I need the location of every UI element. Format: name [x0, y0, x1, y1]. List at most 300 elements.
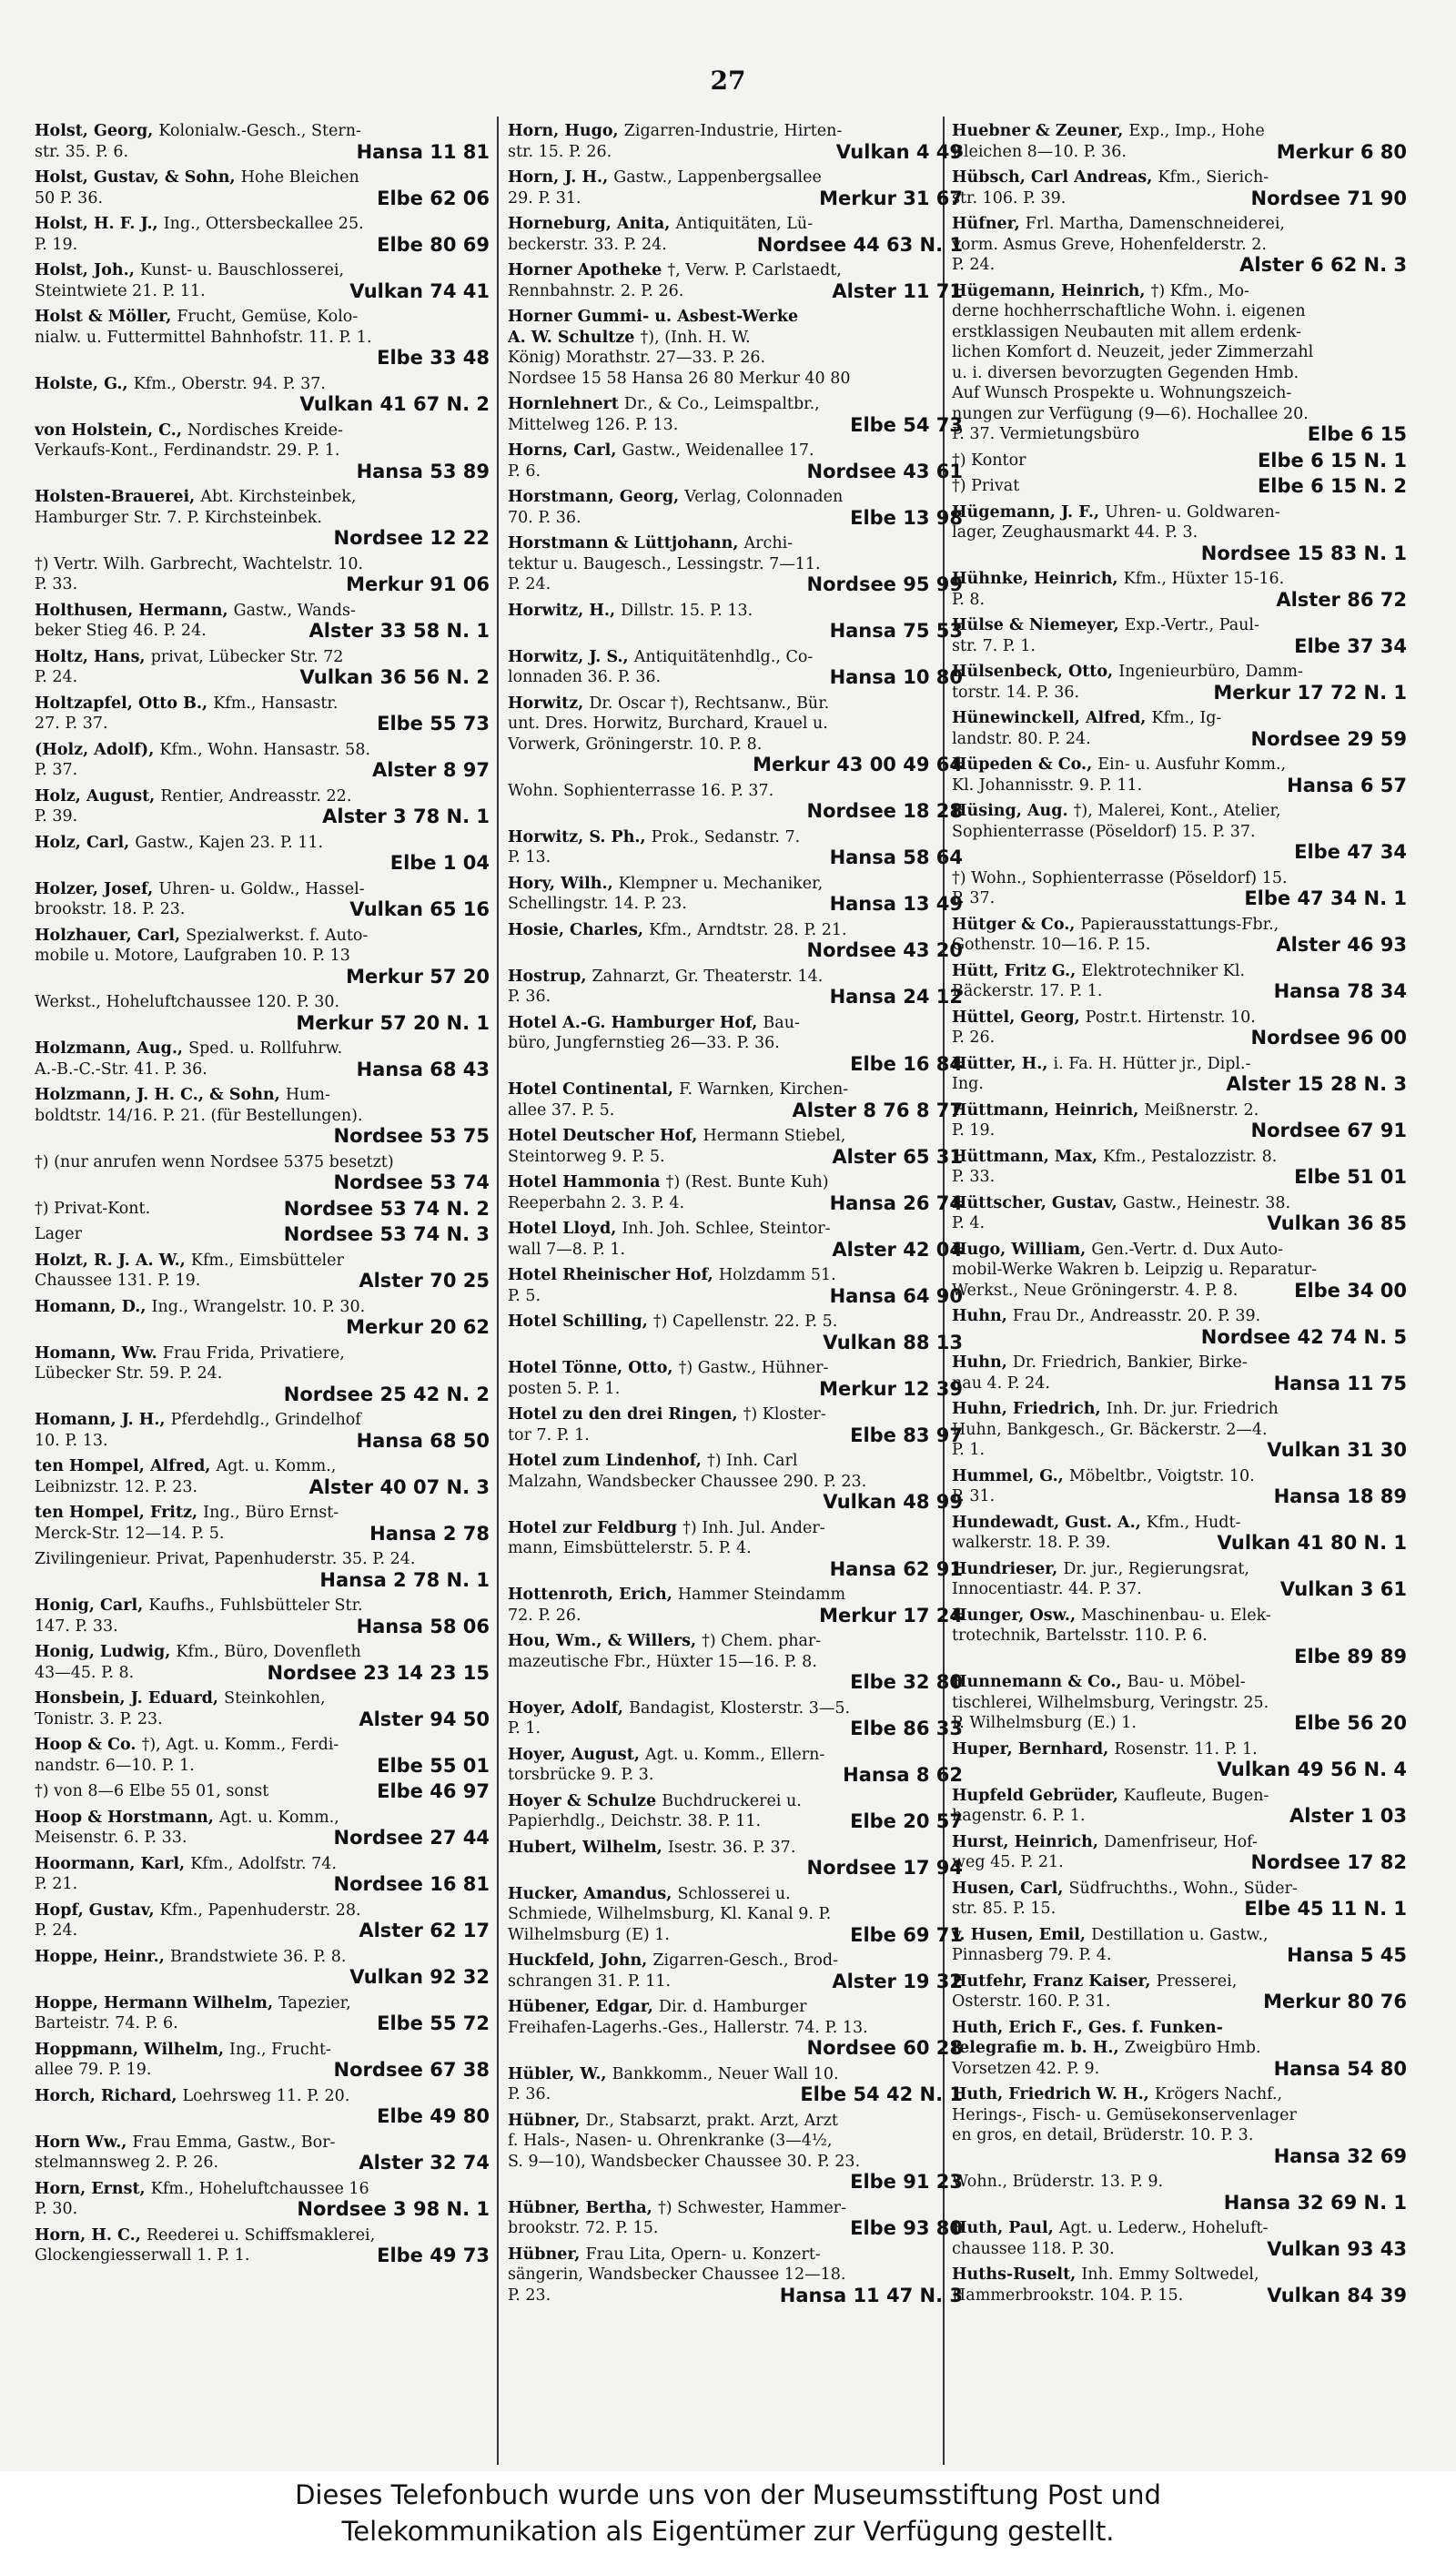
entry-text: 70. P. 36.	[508, 508, 581, 527]
entry-name: Hosie, Charles,	[508, 920, 650, 939]
directory-entry	[508, 1631, 963, 1693]
entry-text: brookstr. 72. P. 15.	[508, 2219, 659, 2237]
entry-name: Holzhauer, Carl,	[35, 926, 187, 945]
phone-number: Alster 62 17	[359, 1921, 490, 1941]
directory-entry	[508, 1013, 963, 1075]
phone-number: Hansa 10 80	[829, 667, 963, 688]
directory-entry	[952, 1147, 1407, 1188]
entry-text: schrangen 31. P. 11.	[508, 1971, 672, 1991]
entry-line	[952, 1852, 1407, 1873]
entry-text: Werkst., Hoheluftchaussee 120. P. 30.	[35, 993, 340, 1011]
entry-text: Malzahn, Wandsbecker Chaussee 290. P. 23.	[508, 1472, 867, 1491]
phone-number: Hansa 11 47 N. 3	[779, 2285, 963, 2306]
entry-text: Kfm., Oberstr. 94. P. 37.	[133, 374, 326, 393]
entry-line	[35, 2133, 490, 2154]
entry-name: Hütt, Fritz G.,	[952, 961, 1082, 980]
directory-entry	[508, 214, 963, 255]
phone-number: Elbe 45 11 N. 1	[1244, 1899, 1407, 1920]
entry-text: torsbrücke 9. P. 3.	[508, 1766, 654, 1784]
entry-name: Hütger & Co.,	[952, 915, 1081, 934]
entry-line	[508, 1451, 963, 1472]
entry-text: Kfm., Hüxter 15-16.	[1123, 570, 1285, 588]
phone-number: Alster 11 71	[832, 280, 963, 301]
entry-line	[952, 342, 1407, 363]
entry-text: Rennbahnstr. 2. P. 26.	[508, 281, 684, 300]
entry-line	[508, 920, 963, 941]
entry-line	[35, 487, 490, 508]
entry-name: v. Husen, Emil,	[952, 1925, 1092, 1944]
entry-line	[508, 188, 963, 209]
phone-number: Elbe 34 00	[1294, 1280, 1407, 1301]
entry-text: P. 26.	[952, 1029, 996, 1047]
entry-line	[508, 1126, 963, 1147]
entry-line	[35, 1013, 490, 1034]
entry-text: Maschinenbau- u. Elek-	[1081, 1606, 1271, 1625]
entry-line	[952, 2084, 1407, 2105]
entry-line	[508, 1333, 963, 1353]
directory-entry	[952, 1306, 1407, 1347]
entry-text: Hum-	[285, 1086, 330, 1104]
phone-number: Elbe 6 15 N. 1	[1257, 450, 1407, 471]
entry-line	[508, 2064, 963, 2085]
entry-text: Agt. u. Lederw., Hoheluft-	[1058, 2219, 1269, 2237]
entry-name: Hunnemann & Co.,	[952, 1673, 1127, 1691]
phone-number: Elbe 51 01	[1294, 1167, 1407, 1188]
entry-name: Hülse & Niemeyer,	[952, 616, 1125, 634]
entry-name: Horwitz,	[508, 694, 590, 713]
phone-number: Elbe 55 73	[377, 714, 490, 735]
phone-number: Elbe 1 04	[389, 853, 490, 874]
entry-line	[952, 1213, 1407, 1234]
phone-number: Elbe 69 71	[850, 1924, 963, 1945]
phone-number: Elbe 13 98	[850, 507, 963, 528]
entry-name: Holst, Georg,	[35, 122, 159, 140]
entry-line	[35, 601, 490, 622]
directory-entry	[35, 1224, 490, 1245]
entry-text: Kaufleute, Bugen-	[1123, 1786, 1269, 1805]
directory-entry	[952, 2172, 1407, 2213]
column-divider	[497, 117, 499, 2465]
directory-entry	[508, 260, 963, 301]
phone-number: Merkur 31 67	[819, 187, 963, 208]
entry-line	[952, 2038, 1407, 2059]
entry-name: Honsbein, J. Eduard,	[35, 1689, 225, 1708]
phone-number: Alster 15 28 N. 3	[1226, 1074, 1407, 1095]
directory-entry	[952, 1513, 1407, 1554]
entry-name: Holst & Möller,	[35, 308, 177, 326]
phone-number: Alster 86 72	[1276, 589, 1407, 610]
entry-name: ten Hompel, Alfred,	[35, 1457, 217, 1475]
entry-text: Vorwerk, Gröningerstr. 10. P. 8.	[508, 735, 763, 754]
entry-line	[508, 533, 963, 554]
entry-line	[35, 235, 490, 256]
entry-line	[952, 1399, 1407, 1420]
phone-number: Hansa 24 12	[829, 987, 963, 1008]
entry-text: P. 21.	[35, 1875, 78, 1893]
phone-number: Merkur 57 20	[346, 966, 490, 987]
entry-name: Hottenroth, Erich,	[508, 1586, 678, 1604]
entry-text: mazeutische Fbr., Hüxter 15—16. P. 8.	[508, 1652, 817, 1671]
entry-text: trotechnik, Bartelsstr. 110. P. 6.	[952, 1627, 1208, 1645]
phone-number: Elbe 93 80	[850, 2218, 963, 2239]
phone-number: Hansa 32 69	[1273, 2145, 1407, 2166]
directory-entry	[952, 2018, 1407, 2080]
entry-text: Nordisches Kreide-	[187, 421, 343, 440]
entry-text: posten 5. P. 1.	[508, 1379, 621, 1398]
entry-text: †) Kfm., Mo-	[1150, 281, 1249, 300]
entry-text: Barteistr. 74. P. 6.	[35, 2014, 178, 2032]
entry-line	[35, 1224, 490, 1245]
entry-text: beckerstr. 33. P. 24.	[508, 235, 667, 254]
entry-line	[35, 281, 490, 302]
entry-name: Hübsch, Carl Andreas,	[952, 168, 1158, 187]
entry-line	[952, 1739, 1407, 1760]
entry-text: P. 13.	[508, 848, 551, 867]
entry-text: Gastw., Heinestr. 38.	[1122, 1193, 1291, 1212]
entry-name: Hüpeden & Co.,	[952, 755, 1098, 774]
directory-entry	[952, 1672, 1407, 1734]
phone-number: Elbe 55 72	[377, 2013, 490, 2034]
entry-line	[952, 522, 1407, 543]
directory-entry	[508, 1358, 963, 1399]
phone-number: Elbe 20 57	[850, 1811, 963, 1832]
entry-text: Kl. Johannisstr. 9. P. 11.	[952, 775, 1143, 795]
phone-number: Vulkan 31 30	[1267, 1440, 1407, 1461]
entry-text: Papierausstattungs-Fbr.,	[1080, 915, 1279, 934]
entry-text: Werkst., Neue Gröningerstr. 4. P. 8.	[952, 1281, 1239, 1300]
entry-line	[508, 781, 963, 802]
directory-entry	[508, 1404, 963, 1445]
entry-text: P. 19.	[35, 235, 78, 254]
entry-text: f. Hals-, Nasen- u. Ohrenkranke (3—4½,	[508, 2132, 833, 2150]
entry-text: Kfm., Hansastr.	[213, 694, 339, 713]
directory-entry	[508, 1312, 963, 1353]
directory-entry	[508, 1518, 963, 1580]
entry-line	[952, 590, 1407, 611]
entry-text: P. 4.	[952, 1214, 986, 1232]
entry-text: Destillation u. Gastw.,	[1091, 1925, 1269, 1944]
entry-text: Dr., & Co., Leimspaltbr.,	[623, 395, 820, 413]
entry-name: Holtz, Hans,	[35, 647, 151, 666]
entry-name: Huhn, Friedrich,	[952, 1400, 1107, 1418]
directory-entry	[508, 1791, 963, 1832]
entry-text: Ing., Wrangelstr. 10. P. 30.	[151, 1297, 366, 1316]
directory-entry	[35, 487, 490, 549]
entry-text: str. 106. P. 39.	[952, 188, 1067, 208]
entry-name: Hucker, Amandus,	[508, 1884, 678, 1903]
phone-number: Nordsee 25 42 N. 2	[283, 1383, 490, 1404]
entry-text: P. 6.	[508, 461, 541, 481]
entry-text: Agt. u. Komm.,	[218, 1808, 339, 1827]
phone-number: Merkur 17 24	[819, 1605, 963, 1626]
entry-text: Hamburger Str. 7. P. Kirchsteinbek.	[35, 508, 322, 527]
entry-line	[508, 1147, 963, 1168]
entry-line	[35, 1251, 490, 1272]
entry-text: Gastw., Weidenallee 17.	[622, 441, 814, 460]
entry-line	[35, 260, 490, 281]
entry-line	[35, 760, 490, 781]
entry-text: en gros, en detail, Brüderstr. 10. P. 3.	[952, 2126, 1254, 2144]
directory-entry	[952, 2218, 1407, 2259]
entry-text: Uhren- u. Goldw., Hassel-	[158, 879, 365, 898]
directory-entry	[952, 1240, 1407, 1302]
directory-entry	[508, 1126, 963, 1167]
entry-name: Huper, Bernhard,	[952, 1739, 1115, 1758]
phone-number: Elbe 33 48	[377, 348, 490, 369]
entry-text: A.-B.-C.-Str. 41. P. 36.	[35, 1059, 207, 1079]
entry-text: P. 24.	[508, 575, 551, 593]
entry-text: büro, Jungfernstieg 26—33. P. 36.	[508, 1034, 780, 1052]
entry-text: Zigarren-Gesch., Brod-	[652, 1951, 838, 1970]
entry-name: Horneburg, Anita,	[508, 215, 676, 233]
entry-line	[508, 1698, 963, 1719]
phone-number: Elbe 47 34 N. 1	[1244, 888, 1407, 909]
phone-number: Alster 65 31	[832, 1146, 963, 1167]
phone-number: Hansa 54 80	[1273, 2058, 1407, 2079]
entry-name: Honig, Ludwig,	[35, 1643, 177, 1661]
entry-text: †) Gastw., Hühner-	[678, 1359, 829, 1377]
entry-name: Hotel Rheinischer Hof,	[508, 1266, 719, 1284]
directory-entry	[35, 1735, 490, 1776]
directory-entry	[508, 967, 963, 1008]
phone-number: Vulkan 88 13	[823, 1332, 963, 1353]
entry-line	[35, 574, 490, 595]
entry-text: unt. Dres. Horwitz, Burchard, Krauel u.	[508, 715, 828, 733]
entry-text: Tonistr. 3. P. 23.	[35, 1709, 163, 1728]
entry-line	[952, 255, 1407, 276]
phone-number: Merkur 57 20 N. 1	[296, 1012, 490, 1033]
entry-text: P. 37. Vermietungsbüro	[952, 425, 1140, 443]
entry-text: privat, Lübecker Str. 72	[150, 647, 344, 666]
directory-entry	[952, 281, 1407, 445]
entry-text: Bankkomm., Neuer Wall 10.	[612, 2064, 839, 2083]
directory-entry	[952, 214, 1407, 276]
entry-name: Holthusen, Hermann,	[35, 601, 234, 620]
entry-line	[952, 322, 1407, 343]
entry-line	[35, 328, 490, 349]
entry-line	[508, 2038, 963, 2059]
entry-name: Holzer, Josef,	[35, 879, 159, 898]
entry-line	[508, 121, 963, 142]
entry-text: 29. P. 31.	[508, 188, 581, 208]
directory-entry	[508, 920, 963, 961]
entry-line	[508, 394, 963, 415]
entry-line	[35, 508, 490, 529]
phone-number: Elbe 32 80	[850, 1672, 963, 1693]
entry-name: Holzmann, J. H. C., & Sohn,	[35, 1086, 286, 1104]
directory-entry	[952, 1879, 1407, 1920]
directory-entry	[952, 476, 1407, 497]
entry-text: Innocentiastr. 44. P. 37.	[952, 1580, 1142, 1598]
entry-name: Homann, J. H.,	[35, 1411, 171, 1429]
entry-name: Hory, Wilh.,	[508, 874, 619, 893]
entry-line	[35, 2199, 490, 2220]
entry-line	[952, 2172, 1407, 2193]
phone-number: Elbe 37 34	[1294, 635, 1407, 656]
entry-line	[35, 946, 490, 967]
phone-number: Hansa 8 62	[843, 1765, 963, 1786]
entry-line	[952, 888, 1407, 909]
entry-line	[35, 1384, 490, 1405]
entry-text: Buchdruckerei u.	[662, 1791, 802, 1810]
entry-text: lichen Komfort d. Neuzeit, jeder Zimmerzahl	[952, 343, 1314, 361]
entry-text: Exp.-Vertr., Paul-	[1124, 616, 1259, 634]
phone-number: Vulkan 36 85	[1267, 1213, 1407, 1234]
entry-line	[952, 2059, 1407, 2080]
phone-number: Hansa 53 89	[356, 461, 490, 481]
phone-number: Nordsee 60 28	[806, 2038, 963, 2059]
entry-line	[35, 121, 490, 142]
entry-line	[952, 1806, 1407, 1827]
entry-text: Tapezier,	[278, 1993, 351, 2012]
entry-text: S. 9—10), Wandsbecker Chaussee 30. P. 23.	[508, 2152, 861, 2171]
entry-text: Abt. Kirchsteinbek,	[200, 488, 357, 506]
phone-number: Elbe 46 97	[377, 1781, 490, 1802]
phone-number: Nordsee 23 14 23 15	[267, 1662, 490, 1683]
entry-line	[35, 879, 490, 900]
entry-text: Huhn, Bankgesch., Gr. Bäckerstr. 2—4.	[952, 1420, 1268, 1439]
phone-number: Alster 70 25	[359, 1271, 490, 1292]
entry-text: Kfm., Adolfstr. 74.	[190, 1854, 337, 1873]
entry-name: Hoop & Co.	[35, 1736, 142, 1754]
entry-line	[508, 441, 963, 461]
entry-line	[35, 1152, 490, 1173]
entry-text: Lübecker Str. 59. P. 24.	[35, 1364, 223, 1383]
entry-line	[508, 694, 963, 715]
phone-number: Hansa 78 34	[1273, 981, 1407, 1002]
entry-text: str. 85. P. 15.	[952, 1900, 1057, 1918]
entry-line	[508, 1219, 963, 1240]
entry-line	[508, 1312, 963, 1333]
entry-name: Hundewadt, Gust. A.,	[952, 1513, 1147, 1532]
directory-entry	[508, 781, 963, 822]
directory-entry	[508, 827, 963, 868]
entry-line	[508, 1606, 963, 1627]
entry-name: (Holz, Adolf),	[35, 740, 160, 759]
phone-number: Alster 8 97	[371, 760, 490, 781]
entry-line	[952, 729, 1407, 750]
directory-entry	[508, 487, 963, 528]
entry-text: P. 37.	[952, 889, 996, 907]
phone-number: Elbe 47 34	[1294, 842, 1407, 863]
entry-line	[952, 1373, 1407, 1394]
entry-text: mobile u. Motore, Laufgraben 10. P. 13	[35, 947, 350, 965]
entry-text: P. 30.	[35, 2200, 78, 2218]
entry-line	[35, 1828, 490, 1849]
entry-text: P. 31.	[952, 1487, 996, 1505]
entry-text: Kfm., Hoheluftchaussee 16	[150, 2179, 369, 2198]
directory-entry	[508, 601, 963, 642]
entry-line	[952, 424, 1407, 445]
entry-line	[508, 415, 963, 436]
directory-entry	[952, 961, 1407, 1002]
entry-line	[35, 1343, 490, 1364]
entry-text: Papierhdlg., Deichstr. 38. P. 11.	[508, 1812, 762, 1830]
entry-line	[952, 636, 1407, 657]
directory-entry	[508, 533, 963, 595]
directory-entry	[508, 441, 963, 481]
phone-number: Nordsee 3 98 N. 1	[297, 2199, 490, 2220]
phone-number: Alster 42 04	[832, 1239, 963, 1260]
entry-line	[35, 1781, 490, 1802]
directory-entry	[952, 915, 1407, 956]
entry-text: Inh. Joh. Schlee, Steintor-	[622, 1220, 831, 1238]
entry-name: Hoop & Horstmann,	[35, 1808, 219, 1827]
entry-text: allee 37. P. 5.	[508, 1100, 615, 1120]
entry-text: Bau-	[763, 1013, 800, 1032]
entry-line	[35, 2225, 490, 2246]
entry-line	[508, 1811, 963, 1832]
phone-number: Merkur 6 80	[1276, 141, 1407, 162]
entry-line	[952, 2146, 1407, 2167]
phone-number: Alster 6 62 N. 3	[1239, 255, 1407, 276]
phone-number: Elbe 83 97	[850, 1424, 963, 1445]
entry-name: Horn, J. H.,	[508, 168, 614, 187]
entry-name: Hou, Wm., & Willers,	[508, 1632, 703, 1650]
entry-text: †, Verw. P. Carlstaedt,	[667, 261, 842, 279]
entry-text: Bäckerstr. 17. P. 1.	[952, 982, 1103, 1000]
entry-text: nandstr. 6—10. P. 1.	[35, 1756, 195, 1775]
directory-entry	[952, 1739, 1407, 1780]
phone-number: Nordsee 67 91	[1250, 1120, 1407, 1141]
entry-line	[952, 1672, 1407, 1693]
entry-line	[952, 1559, 1407, 1580]
entry-name: Hügemann, Heinrich,	[952, 281, 1151, 300]
phone-number: Merkur 43 00 49 64	[753, 755, 963, 775]
entry-line	[35, 1549, 490, 1570]
directory-entry	[952, 2265, 1407, 2306]
directory-entry	[952, 1100, 1407, 1141]
entry-text: 147. P. 33.	[35, 1617, 118, 1636]
entry-line	[952, 543, 1407, 564]
entry-line	[952, 1832, 1407, 1853]
directory-entry	[35, 786, 490, 827]
entry-text: Damenfriseur, Hof-	[1104, 1832, 1258, 1851]
entry-line	[508, 214, 963, 235]
entry-line	[508, 487, 963, 508]
entry-line	[952, 615, 1407, 636]
entry-line	[35, 2153, 490, 2174]
directory-entry	[508, 694, 963, 775]
entry-name: Hülsenbeck, Otto,	[952, 663, 1119, 681]
entry-line	[952, 1054, 1407, 1075]
directory-entry	[35, 601, 490, 642]
entry-line	[952, 404, 1407, 425]
phone-number: Vulkan 93 43	[1267, 2238, 1407, 2259]
entry-line	[508, 1013, 963, 1034]
directory-entry	[508, 121, 963, 162]
phone-number: Nordsee 16 81	[333, 1874, 490, 1895]
entry-text: str. 7. P. 1.	[952, 636, 1036, 655]
entry-line	[508, 1379, 963, 1400]
entry-name: Hüttmann, Heinrich,	[952, 1100, 1145, 1120]
directory-entry	[35, 1642, 490, 1683]
entry-line	[35, 2106, 490, 2127]
phone-number: Nordsee 53 74	[333, 1172, 490, 1193]
entry-text: †), (Inh. H. W.	[640, 328, 751, 347]
phone-number: Nordsee 67 38	[333, 2060, 490, 2081]
entry-line	[952, 1486, 1407, 1507]
entry-text: Vorsetzen 42. P. 9.	[952, 2059, 1100, 2078]
phone-number: Elbe 86 33	[850, 1718, 963, 1739]
entry-name: Hübner,	[508, 2111, 586, 2130]
phone-number: Nordsee 96 00	[1250, 1028, 1407, 1049]
phone-number: Alster 3 78 N. 1	[322, 806, 490, 827]
entry-line	[952, 1240, 1407, 1261]
entry-line	[952, 1193, 1407, 1214]
entry-line	[952, 1713, 1407, 1734]
entry-line	[508, 281, 963, 302]
